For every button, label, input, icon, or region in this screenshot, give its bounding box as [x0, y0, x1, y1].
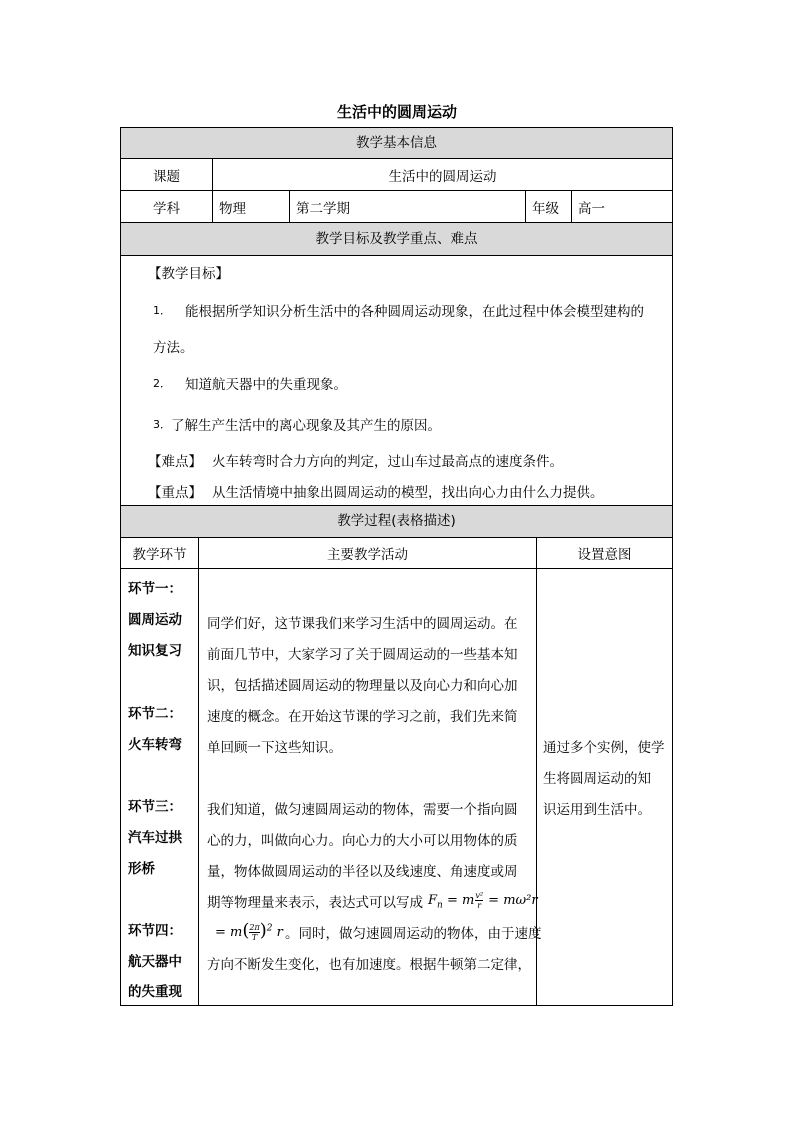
stage-3-line-3: 形桥	[128, 861, 155, 877]
centripetal-force-formula-continued: = m( $\frac{2\pi}{T}$ )$^2$ r	[215, 920, 283, 942]
objectives-header	[120, 223, 673, 256]
activity-line-11: 方向不断发生变化，也有加速度。根据牛顿第二定律，	[207, 957, 531, 973]
topic-label: 课题	[153, 168, 180, 185]
intent-line-2: 生将圆周运动的知	[543, 771, 651, 787]
column-stage: 教学环节	[132, 547, 187, 563]
centripetal-force-formula: $F_n = m$ $\frac{\text{v²}}{r}$ = mω²r	[428, 891, 538, 911]
activity-line-8: 量，物体做圆周运动的半径以及线速度、角速度或周	[207, 864, 518, 880]
stage-4-line-1: 环节四：	[128, 923, 182, 939]
intent-line-1: 通过多个实例，使学	[543, 740, 665, 756]
intent-line-3: 识运用到生活中。	[543, 802, 651, 818]
activity-line-2: 前面几节中，大家学习了关于圆周运动的一些基本知	[207, 647, 518, 663]
grade-value: 高一	[578, 200, 605, 217]
process-column-headers	[120, 538, 673, 569]
goal-3-number: 3．	[153, 418, 171, 431]
activity-line-1: 同学们好，这节课我们来学习生活中的圆周运动。在	[207, 616, 518, 632]
difficulty-text: 火车转弯时合力方向的判定，过山车过最高点的速度条件。	[212, 454, 563, 470]
goals-title: 【教学目标】	[148, 266, 229, 282]
column-intent: 设置意图	[577, 547, 632, 563]
activity-line-4: 速度的概念。在开始这节课的学习之前，我们先来简	[207, 709, 518, 725]
stage-3-line-1: 环节三：	[128, 799, 182, 815]
stage-1-line-3: 知识复习	[128, 643, 182, 659]
goal-1-text: 能根据所学知识分析生活中的各种圆周运动现象，在此过程中体会模型建构的	[185, 304, 644, 320]
stage-3-line-2: 汽车过拱	[128, 830, 182, 846]
objectives-header-text: 教学目标及教学重点、难点	[315, 231, 478, 247]
subject-value: 物理	[219, 200, 246, 217]
column-activity: 主要教学活动	[327, 547, 408, 563]
topic-value: 生活中的圆周运动	[388, 168, 497, 185]
document-title: 生活中的圆周运动	[336, 103, 457, 121]
stage-2-line-2: 火车转弯	[128, 737, 182, 753]
stage-1-line-1: 环节一：	[128, 581, 182, 597]
subject-row	[120, 191, 673, 223]
process-header-text: 教学过程(表格描述)	[337, 513, 456, 529]
topic-row	[120, 159, 673, 191]
activity-line-10: 。同时，做匀速圆周运动的物体，由于速度	[285, 926, 542, 942]
objectives-body	[120, 256, 673, 506]
goal-2-number: 2．	[153, 377, 171, 390]
activity-line-7: 心的力，叫做向心力。向心力的大小可以用物体的质	[207, 833, 518, 849]
basic-info-header	[120, 127, 673, 159]
activity-line-6: 我们知道，做匀速圆周运动的物体，需要一个指向圆	[207, 802, 518, 818]
difficulty-label: 【难点】	[148, 454, 202, 470]
key-point-label: 【重点】	[148, 485, 202, 501]
basic-info-header-text: 教学基本信息	[356, 135, 437, 151]
subject-label: 学科	[153, 200, 180, 217]
activity-line-5: 单回顾一下这些知识。	[207, 740, 342, 756]
stage-2-line-1: 环节二：	[128, 706, 182, 722]
activity-line-9: 期等物理量来表示，表达式可以写成	[207, 895, 423, 911]
process-header	[120, 506, 673, 538]
grade-label: 年级	[532, 200, 559, 217]
process-body	[120, 569, 673, 1006]
key-point-text: 从生活情境中抽象出圆周运动的模型，找出向心力由什么力提供。	[212, 485, 604, 501]
stage-4-line-2: 航天器中	[128, 954, 182, 970]
stage-4-line-3: 的失重现	[128, 984, 182, 1000]
stage-1-line-2: 圆周运动	[128, 612, 182, 628]
goal-3-text: 了解生产生活中的离心现象及其产生的原因。	[171, 418, 441, 434]
goal-1-text-continued: 方法。	[153, 340, 194, 356]
term-value: 第二学期	[296, 200, 350, 217]
activity-line-3: 识，包括描述圆周运动的物理量以及向心力和向心加	[207, 678, 518, 694]
goal-2-text: 知道航天器中的失重现象。	[185, 377, 347, 393]
goal-1-number: 1．	[153, 304, 171, 317]
